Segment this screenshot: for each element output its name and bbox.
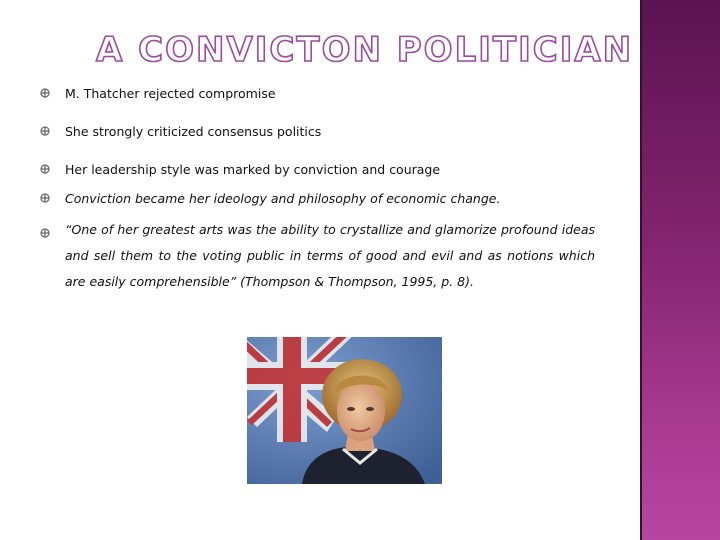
portrait-with-union-flag-icon — [247, 337, 442, 484]
decorative-side-band — [642, 0, 720, 540]
bullet-text: She strongly criticized consensus politics — [65, 124, 322, 139]
slide-title: A CONVICTON POLITICIAN — [96, 30, 634, 70]
bullet-icon — [40, 126, 50, 136]
quote-text: “One of her greatest arts was the ability to crystallize and glamorize profound ideas and sell them to the voting public in terms of good and evil and as notions which are easily comprehensible” (Thompson & Thompson, 1995, p. 8). — [65, 222, 595, 289]
bullet-text: M. Thatcher rejected compromise — [65, 86, 276, 101]
bullet-text: Conviction became her ideology and philosophy of economic change. — [65, 191, 501, 206]
bullet-icon — [40, 164, 50, 174]
portrait-photo — [247, 337, 442, 484]
bullet-text: Her leadership style was marked by conviction and courage — [65, 162, 441, 177]
bullet-icon — [40, 193, 50, 203]
bullet-icon — [40, 228, 50, 238]
bullet-icon — [40, 88, 50, 98]
